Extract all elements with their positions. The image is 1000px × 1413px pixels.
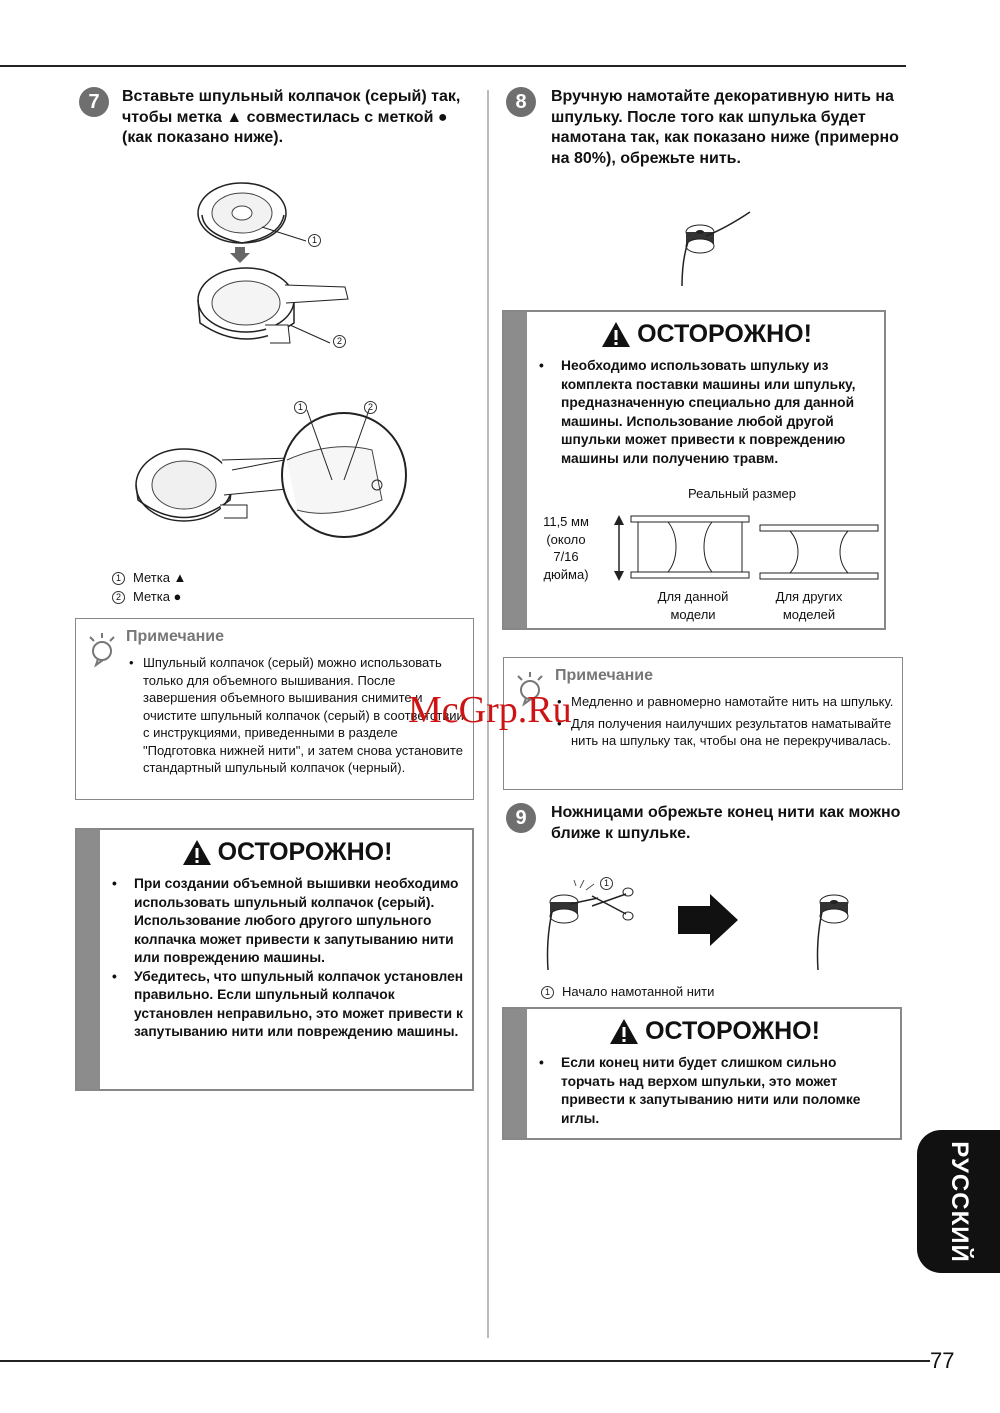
step-7-number: 7 [79,87,109,117]
warning-item: • Убедитесь, что шпульный колпачок установлен правильно. Если шпульный колпачок установлен неправильно, это может привести к запутыванию нити или повреждению машины. [110,968,464,1042]
legend-item: 1 Метка ▲ [112,569,186,588]
legend-item: 2 Метка ● [112,588,186,607]
step-7-legend [112,569,186,606]
warning-list [537,357,876,468]
warning-title: ОСТОРОЖНО! [537,320,876,349]
label-this-model: Для данной модели [657,589,729,622]
callout-1-zoom: 1 [294,401,307,414]
note-item: • Шпульный колпачок (серый) можно использовать только для объемного вышивания. После завершения объемного вышивания снимите и очистите шпульный колпачок (серый) в соответствии с инструкциями, приведенными в разделе "Подготовка нижней нити", и затем снова установите стандартный шпульный колпачок (черный). [127,654,469,777]
bobbin-dimension: 11,5 мм (около 7/16 дюйма) [543,514,589,582]
step-8-number: 8 [506,87,536,117]
note-title: Примечание [126,628,225,645]
note-title: Примечание [555,667,654,684]
warning-bar [504,312,527,628]
top-rule [0,65,906,67]
warning-list [537,1054,892,1128]
warning-bar [504,1009,527,1138]
note-item: • Медленно и равномерно намотайте нить на шпульку. [555,693,898,711]
wound-bobbin-illustration [676,210,756,290]
actual-size-caption: Реальный размер [688,486,796,501]
bottom-rule [0,1360,930,1362]
warning-triangle-icon [601,321,631,348]
bobbin-case-alignment-illustration [132,400,412,560]
thread-cut-illustration [540,880,880,972]
note-icon [86,631,116,667]
warning-item: • Если конец нити будет слишком сильно торчать над верхом шпульки, это может привести к запутыванию нити или поломке иглы. [537,1054,892,1128]
scissors-icon [592,888,633,920]
warning-list [110,875,464,1042]
arrow-right-icon [678,894,738,946]
warning-box-3 [502,1007,902,1140]
note-list [555,693,898,750]
callout-1: 1 [308,234,321,247]
step-9-number: 9 [506,803,536,833]
warning-title: ОСТОРОЖНО! [110,838,464,867]
warning-title: ОСТОРОЖНО! [537,1017,892,1046]
note-item: • Для получения наилучших результатов наматывайте нить на шпульку так, чтобы она не перекручивалась. [555,715,898,750]
bobbin-size-comparison [600,512,885,584]
step-8-instruction: Вручную намотайте декоративную нить на шпульку. После того как шпулька будет намотана так, как показано ниже (примерно на 80%), обрежьте нить. [551,88,899,167]
bobbin-case-insertion-illustration [190,175,360,355]
watermark: McGrp.Ru [408,689,572,731]
warning-box-1 [75,828,474,1091]
warning-triangle-icon [182,839,212,866]
callout-2: 2 [333,335,346,348]
warning-bar [77,830,100,1089]
warning-triangle-icon [609,1018,639,1045]
step-9-legend: 1 Начало намотанной нити [541,983,714,1002]
callout-1-step9: 1 [600,877,613,890]
step-9-instruction: Ножницами обрежьте конец нити как можно ближе к шпульке. [551,804,901,842]
warning-item: • Необходимо использовать шпульку из комплекта поставки машины или шпульку, предназначенную специально для данной машины. Использование любой другой шпульки может привести к повреждению машины или получению травм. [537,357,876,468]
callout-2-zoom: 2 [364,401,377,414]
language-tab: РУССКИЙ [917,1130,1000,1273]
label-other-models: Для других моделей [775,589,843,622]
page-number: 77 [930,1348,955,1373]
warning-item: • При создании объемной вышивки необходимо использовать шпульный колпачок (серый). Использование любого другого шпульного колпачка может привести к запутыванию нити или повреждению машины. [110,875,464,968]
step-7-instruction: Вставьте шпульный колпачок (серый) так, чтобы метка ▲ совместилась с меткой ● (как показано ниже). [122,88,461,146]
